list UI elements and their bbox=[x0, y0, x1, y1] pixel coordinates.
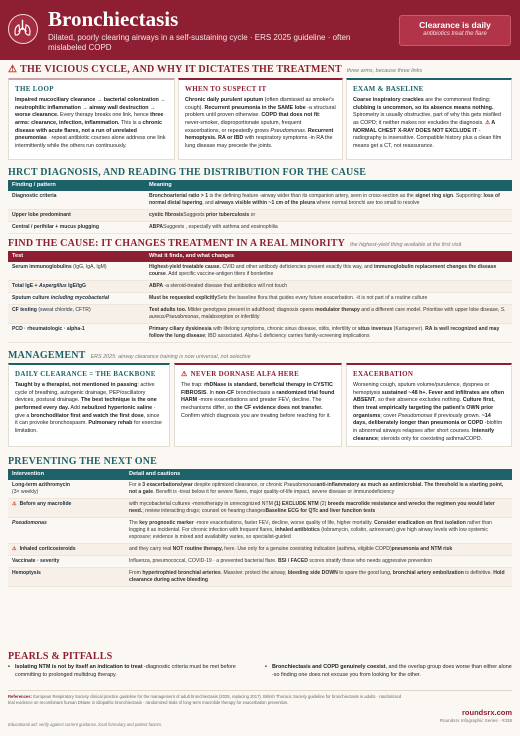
row-value: ABPASuggests , especially with asthma and eosinophilia bbox=[145, 222, 512, 234]
cycle-note: three arms, because three links bbox=[346, 68, 423, 74]
table-row bbox=[8, 568, 512, 587]
card-title: THE LOOP bbox=[15, 85, 54, 93]
cause-note: the highest-yield thing available at the first visit bbox=[350, 242, 462, 248]
table-row bbox=[8, 222, 512, 234]
row-value: The key prognostic marker -more exacerbations, faster FEV₁ decline, worse quality of life, higher mortality. Consider eradication on first isolation rather than logging it as incidental. For chronic infection with frequent flares, inhaled antibiotics (tobramycin, colistin, aztreonam) give high airway levels with low systemic exposure; evidence is mixed and availability varies, so specialist-guided bbox=[125, 518, 512, 544]
lungs-logo-icon bbox=[8, 14, 38, 44]
row-value: Influenza, pneumococcal, COVID-19 · a prevented bacterial flare. BSI / FACED scores stratify those who needs aggressive prevention bbox=[125, 556, 512, 568]
card-body: Worsening cough, sputum volume/purulence, dyspnea or hemoptysis sustained ~48 h+. Fever and infiltrates are often ABSENT, so their absence excludes nothing. Culture first, then treat empirically targeting the patient's OWN prior organisms; cover Pseudomonas if previously grown. ~14 days, deliberately longer than pneumonia or COPD -biofilm in abnormal airways relapses after short courses. Intensify clearance; steroids only for coexisting asthma/COPD. bbox=[353, 382, 504, 442]
section-heading-cause bbox=[8, 237, 512, 250]
card-body: Chronic daily purulent sputum (often dismissed as smoker's cough). Recurrent pneumonia in the SAME lobe -a structural problem until proven otherwise. COPD that does not fit: never-smoker, disproportionate sputum, frequent exacerbations, or repeatedly grows Pseudomonas. Recurrent hemoptysis. RA or IBD with respiratory symptoms -in RA the lung disease may precede the joints. bbox=[185, 97, 336, 150]
page-header bbox=[0, 0, 520, 60]
mgmt-heading: MANAGEMENT bbox=[8, 350, 86, 361]
educational-disclaimer: Educational aid: verify against current guidance, local formulary and patient factors. bbox=[8, 722, 163, 727]
card-exam-baseline bbox=[346, 78, 512, 160]
warning-icon: ⚠ bbox=[12, 546, 17, 553]
table-row bbox=[8, 281, 512, 293]
hrct-heading: HRCT DIAGNOSIS, AND READING THE DISTRIBUTION FOR THE CAUSE bbox=[8, 167, 367, 178]
table-row bbox=[8, 499, 512, 518]
hrct-table bbox=[8, 180, 512, 234]
row-key: Total IgE + Aspergillus IgE/IgG bbox=[8, 281, 145, 293]
row-value: Must be requested explicitlySets the baseline flora that guides every future exacerbation. -it is not part of a routine culture bbox=[145, 293, 512, 305]
card-when-to-suspect bbox=[178, 78, 343, 160]
card-title: EXACERBATION bbox=[353, 370, 414, 378]
row-value: Test adults too. Milder genotypes present in adulthood; diagnosis opens modulator therapy and a different care model. Prioritise with upper lobe disease, S. aureus/Pseudomonas, malabsorption or infertility bbox=[145, 305, 512, 324]
section-heading-pearls bbox=[8, 650, 512, 663]
card-body: Taught by a therapist, not mentioned in passing: active cycle of breathing, autogenic drainage, PEP/oscillatory devices, postural drainage. The best technique is the one performed every day. Add nebulized hypertonic saline · give a bronchodilator first and watch the first dose, since it can provoke bronchospasm. Pulmonary rehab for exercise limitation. bbox=[15, 382, 162, 435]
column-header: Meaning bbox=[145, 180, 512, 191]
cycle-heading: THE VICIOUS CYCLE, AND WHY IT DICTATES THE TREATMENT bbox=[20, 64, 342, 75]
prevent-table bbox=[8, 469, 512, 647]
row-value: Bronchoarterial ratio > 1 is the defining feature -airway wider than its companion artery, seen in cross-section as the signet ring sign. Supporting: loss of normal distal tapering, and airways visible within ~1 cm of the pleura where normal bronchi are too small to resolve bbox=[145, 191, 512, 210]
row-value: cystic fibrosisSuggests prior tuberculosis or bbox=[145, 210, 512, 222]
table-row bbox=[8, 262, 512, 281]
row-key: Serum immunoglobulins (IgG, IgA, IgM) bbox=[8, 262, 145, 281]
row-key: CF testing (sweat chloride, CFTR) bbox=[8, 305, 145, 324]
card-title: DAILY CLEARANCE = THE BACKBONE bbox=[15, 370, 156, 378]
section-heading-prevent bbox=[8, 455, 512, 468]
references: References: European Respiratory Society clinical practice guideline for the management of adult bronchiectasis (2025, replacing 2017). British Thoracic Society guideline for bronchiectasis in adults · randomized trial evidence on recombinant human DNase in idiopathic bronchiectasis · randomized trials of long-term macrolide therapy for exacerbation prevention. bbox=[8, 694, 402, 705]
row-key: Central / perihilar + mucus plugging bbox=[8, 222, 145, 234]
table-row bbox=[8, 305, 512, 324]
row-value: ABPA -a steroid-treated disease that antibiotics will not touch bbox=[145, 281, 512, 293]
table-row bbox=[8, 544, 512, 556]
row-value: Primary ciliary dyskinesia with lifelong symptoms, chronic sinus disease, otitis, infertility or situs inversus (Kartagener). RA is well recognized and may follow the lung disease; IBD associated. Alpha-1 deficiency carries family-screening implications bbox=[145, 324, 512, 343]
column-header: Intervention bbox=[8, 469, 125, 480]
clearance-badge-title: Clearance is daily bbox=[419, 20, 491, 30]
card-title: EXAM & BASELINE bbox=[353, 85, 424, 93]
page-footer bbox=[8, 690, 512, 732]
row-key: Vaccinate · severity bbox=[8, 556, 125, 568]
table-row bbox=[8, 518, 512, 544]
mgmt-note: ERS 2025: airway clearance training is now universal, not selective bbox=[90, 354, 251, 360]
row-key: Pseudomonas bbox=[8, 518, 125, 544]
table-row bbox=[8, 293, 512, 305]
row-key: Hemoptysis bbox=[8, 568, 125, 587]
row-value: with mycobacterial cultures -monotherapy in unrecognized NTM (1) EXCLUDE NTM (2) breeds macrolide resistance and wrecks the regimen you would later need.; review interacting drugs; counsel on hearing changesBaseline ECG for QTc and liver function tests bbox=[125, 499, 512, 518]
pearls-list bbox=[8, 664, 512, 679]
clearance-badge bbox=[399, 15, 511, 46]
row-value: and they carry real NOT routine therapy, here. Use only for a genuine coexisting indication (asthma, eligible COPD)pneumonia and NTM risk bbox=[125, 544, 512, 556]
warning-icon: ⚠ bbox=[181, 370, 188, 378]
pearls-heading: PEARLS & PITFALLS bbox=[8, 651, 113, 662]
row-key: Upper lobe predominant bbox=[8, 210, 145, 222]
page-title: Bronchiectasis bbox=[48, 7, 179, 31]
card-body: Impaired mucociliary clearance → bacterial colonization → neutrophilic inflammation → airway wall destruction → worse clearance. Every therapy breaks one link, hence three arms: clearance, infection, inflammation. This is a chronic disease with acute flares, not a run of unrelated pneumonias · repeat antibiotic courses alone address one link intermittently while the others run continuously. bbox=[15, 97, 166, 150]
column-header: Test bbox=[8, 251, 145, 262]
pearl-item: • Bronchiectasis and COPD genuinely coexist, and the overlap group does worse than either alone -so finding one does not excuse you from looking for the other. bbox=[265, 664, 512, 679]
row-key: Long-term azithromycin (3× weekly) bbox=[8, 480, 125, 499]
warning-icon: ⚠ bbox=[12, 501, 17, 508]
page-subtitle: Dilated, poorly clearing airways in a self-sustaining cycle · ERS 2025 guideline · often mislabeled COPD bbox=[48, 33, 351, 53]
column-header: Detail and cautions bbox=[125, 469, 512, 480]
row-key: Diagnostic criteria bbox=[8, 191, 145, 210]
card-daily-clearance bbox=[8, 363, 170, 447]
row-value: From hypertrophied bronchial arteries. Massive: protect the airway, bleeding side DOWN to spare the good lung, bronchial artery embolization is definitive. Hold clearance during active bleeding bbox=[125, 568, 512, 587]
table-row bbox=[8, 191, 512, 210]
card-body: The trap: rhDNase is standard, beneficial therapy in CYSTIC FIBROSIS. In non-CF bronchiectasis a randomized trial found HARM -more exacerbations and greater FEV₁ decline. The mechanisms differ, so the CF evidence does not transfer. Confirm which diagnosis you are treating before reaching for it. bbox=[181, 382, 335, 419]
prevent-heading: PREVENTING THE NEXT ONE bbox=[8, 456, 157, 467]
pearl-item: • Isolating NTM is not by itself an indication to treat -diagnostic criteria must be met before committing to prolonged multidrug therapy. bbox=[8, 664, 255, 679]
site-link[interactable]: roundsrx.com bbox=[461, 708, 512, 717]
row-value: Highest-yield treatable cause. CVID and other antibody deficiencies present exactly this way, and immunoglobulin replacement changes the disease course. Add specific vaccine-antigen titers if borderline bbox=[145, 262, 512, 281]
table-row bbox=[8, 556, 512, 568]
cause-table bbox=[8, 251, 512, 346]
cause-heading: FIND THE CAUSE: IT CHANGES TREATMENT IN A REAL MINORITY bbox=[8, 238, 346, 249]
section-heading-hrct bbox=[8, 166, 512, 179]
column-header: Finding / pattern bbox=[8, 180, 145, 191]
row-key: Sputum culture including mycobacterial bbox=[8, 293, 145, 305]
row-key: PCD · rheumatologic · alpha-1 bbox=[8, 324, 145, 343]
warning-icon: ⚠ bbox=[8, 64, 18, 75]
card-never-dornase bbox=[174, 363, 342, 447]
series-label: Roundsrx Infographic Series · #338 bbox=[439, 718, 512, 723]
table-row bbox=[8, 210, 512, 222]
row-key: ⚠Before any macrolide bbox=[8, 499, 125, 518]
card-title: WHEN TO SUSPECT IT bbox=[185, 85, 267, 93]
table-row bbox=[8, 480, 512, 499]
card-title: ⚠ NEVER DORNASE ALFA HERE bbox=[181, 370, 300, 378]
row-value: For ≥ 3 exacerbations/year despite optimized clearance, or chronic Pseudomonasanti-inflammatory as much as antimicrobial. The threshold is a starting point, not a gate. Benefit is -treat below it for severe flares, major quality-of-life impact, severe disease or immunodeficiency bbox=[125, 480, 512, 499]
table-row bbox=[8, 324, 512, 343]
card-body: Coarse inspiratory crackles are the commonest finding; clubbing is uncommon, so its absence means nothing. Spirometry is usually obstructive, part of why this gets misfiled as COPD; it neither makes nor excludes the diagnosis. ⚠ A NORMAL CHEST X-RAY DOES NOT EXCLUDE IT -radiography is insensitive. Compatible history plus a clean film means get a CT, not reassurance. bbox=[353, 97, 502, 150]
card-loop bbox=[8, 78, 175, 160]
card-exacerbation bbox=[346, 363, 512, 447]
section-heading-management bbox=[8, 349, 512, 362]
clearance-badge-subtitle: antibiotics treat the flare bbox=[423, 31, 487, 38]
section-heading-cycle bbox=[8, 63, 512, 76]
row-key: ⚠Inhaled corticosteroids bbox=[8, 544, 125, 556]
column-header: What it finds, and what changes bbox=[145, 251, 512, 262]
